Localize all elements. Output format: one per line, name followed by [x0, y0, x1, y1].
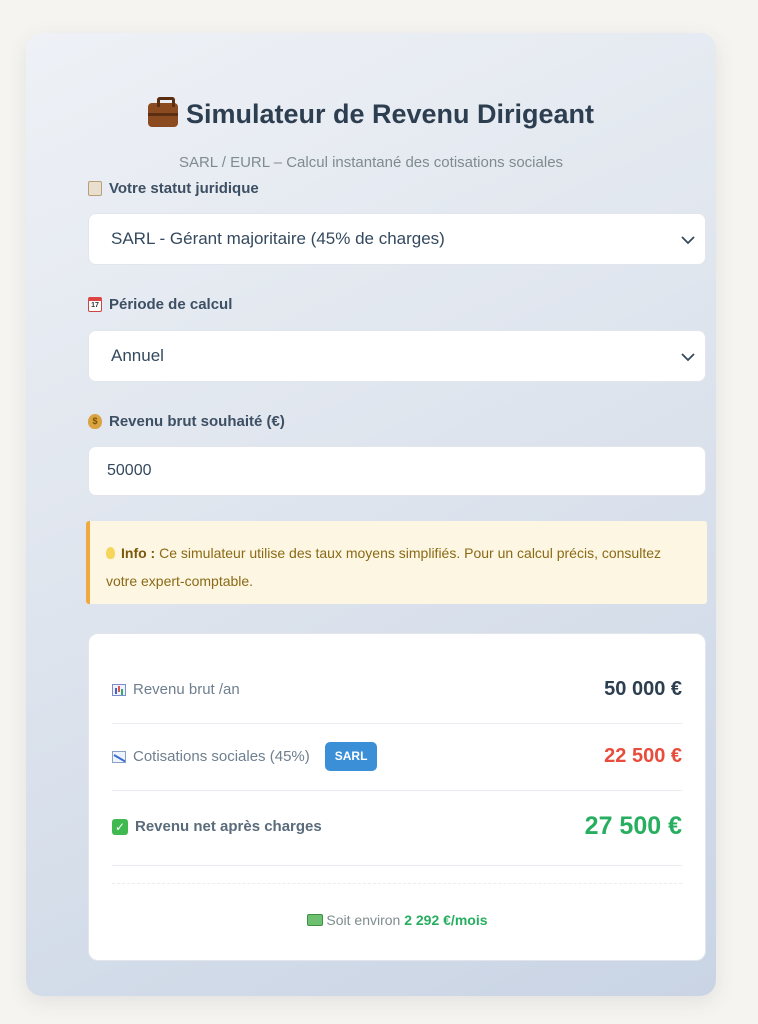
status-label-text: Votre statut juridique	[109, 180, 259, 197]
monthly-prefix: Soit environ	[326, 912, 401, 928]
info-text: Ce simulateur utilise des taux moyens simplifiés. Pour un calcul précis, consultez votre expert-comptable.	[106, 545, 661, 589]
revenue-label-text: Revenu brut souhaité (€)	[109, 413, 285, 430]
clipboard-icon	[88, 181, 102, 196]
divider	[112, 723, 682, 724]
status-select-value: SARL - Gérant majoritaire (45% de charges)	[111, 229, 445, 248]
info-box	[86, 521, 707, 604]
contributions-label	[112, 742, 377, 771]
gross-label-text: Revenu brut /an	[133, 681, 240, 698]
status-select[interactable]	[88, 213, 706, 265]
net-label	[112, 818, 322, 835]
title-text: Simulateur de Revenu Dirigeant	[185, 99, 595, 129]
chevron-down-icon	[680, 232, 696, 248]
page-subtitle: SARL / EURL – Calcul instantané des cotisations sociales	[178, 154, 564, 171]
page-title	[26, 99, 716, 130]
revenue-input[interactable]	[88, 446, 706, 496]
period-select-value: Annuel	[111, 346, 164, 365]
briefcase-icon	[148, 103, 178, 127]
money-bag-icon: $	[88, 414, 102, 429]
revenue-input-value: 50000	[107, 462, 152, 479]
gross-value: 50 000 €	[604, 678, 682, 700]
net-label-text: Revenu net après charges	[135, 818, 322, 835]
net-value: 27 500 €	[584, 812, 682, 840]
chart-down-icon	[112, 751, 126, 763]
status-label	[88, 180, 259, 197]
contributions-label-text: Cotisations sociales (45%)	[133, 748, 310, 765]
results-panel	[88, 633, 706, 961]
period-select[interactable]	[88, 330, 706, 382]
contributions-value: 22 500 €	[604, 745, 682, 767]
contributions-row	[112, 742, 682, 771]
net-row	[112, 812, 682, 841]
divider	[112, 865, 682, 866]
simulator-card	[26, 33, 716, 996]
period-label-text: Période de calcul	[109, 296, 233, 313]
chevron-down-icon	[680, 349, 696, 365]
divider	[112, 790, 682, 791]
gross-label	[112, 681, 240, 698]
monthly-value: 2 292 €/mois	[404, 912, 488, 928]
bar-chart-icon	[112, 684, 126, 696]
revenue-label	[88, 413, 285, 430]
calendar-icon: 17	[88, 297, 102, 312]
status-badge: SARL	[325, 742, 378, 771]
monthly-estimate	[89, 912, 705, 928]
info-title: Info :	[121, 545, 156, 561]
gross-row	[112, 678, 682, 701]
banknote-icon	[307, 914, 323, 926]
lightbulb-icon	[106, 547, 115, 559]
check-icon: ✓	[112, 819, 128, 835]
dotted-divider	[112, 883, 682, 884]
period-label	[88, 296, 232, 313]
